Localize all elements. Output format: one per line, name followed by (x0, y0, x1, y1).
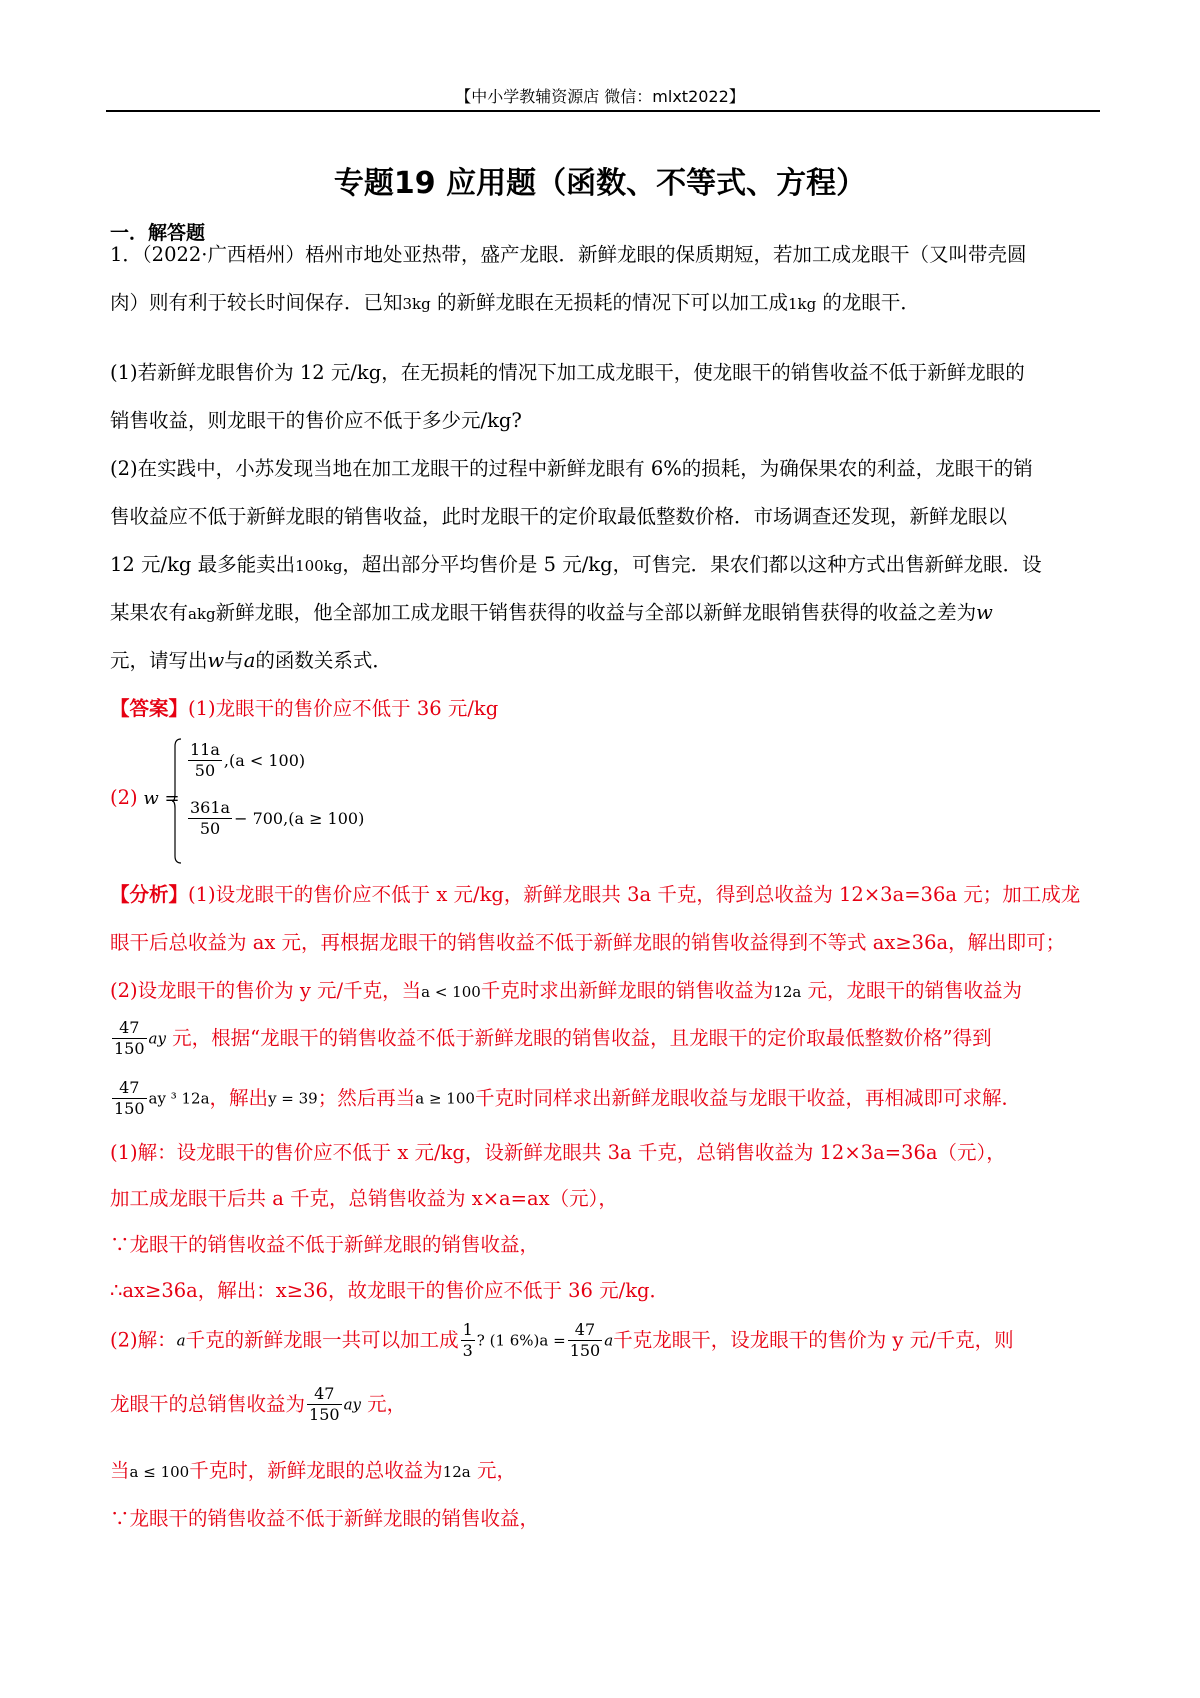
text: 龙眼干的总销售收益为 (110, 1392, 306, 1416)
condition: − 700,(a ≥ 100) (234, 809, 365, 828)
math-ay: ay (343, 1395, 361, 1414)
solution-line-7 (110, 1458, 516, 1485)
piecewise-lhs (110, 786, 180, 809)
question-2-line-2: 售收益应不低于新鲜龙眼的销售收益，此时龙眼干的定价取最低整数价格．市场调查还发现，新鲜龙眼以 (110, 505, 1008, 528)
problem-line-2 (110, 290, 920, 317)
denominator: 150 (569, 1341, 601, 1360)
math-12a: 12a (442, 1463, 471, 1481)
math-a: a (243, 649, 256, 672)
denominator: 150 (114, 1099, 145, 1118)
numerator: 361a (190, 798, 231, 817)
numerator: 47 (568, 1320, 603, 1341)
text: 千克的新鲜龙眼一共可以加工成 (185, 1328, 459, 1352)
piecewise-case-2 (186, 798, 364, 839)
numerator: 47 (112, 1078, 147, 1099)
solution-line-3: ∵龙眼干的销售收益不低于新鲜龙眼的销售收益， (110, 1233, 540, 1256)
denominator: 3 (462, 1341, 473, 1360)
math-a: a (176, 1331, 186, 1350)
math-expression: ? (1 6%)a = (476, 1331, 566, 1350)
solution-line-1: (1)解：设龙眼干的售价应不低于 x 元/kg，设新鲜龙眼共 3a 千克，总销售收益为 12×3a=36a（元）， (110, 1141, 1006, 1164)
answer-line-1 (110, 696, 498, 722)
text: 千克时同样求出新鲜龙眼收益与龙眼干收益，再相减即可求解． (474, 1086, 1021, 1110)
fraction (112, 1078, 147, 1119)
text: ；然后再当 (317, 1086, 416, 1110)
fraction (461, 1320, 475, 1361)
question-1-line-2: 销售收益，则龙眼干的售价应不低于多少元/kg? (110, 409, 522, 432)
solution-line-4: ∴ax≥36a，解出：x≥36，故龙眼干的售价应不低于 36 元/kg． (110, 1279, 670, 1302)
left-brace-icon (172, 738, 182, 864)
math-a: a (604, 1331, 614, 1350)
answer-2-label: (2) (110, 786, 138, 809)
analysis-line-3 (110, 978, 1022, 1005)
text: 12 元/kg 最多能卖出 (110, 553, 296, 576)
answer-2-piecewise (110, 728, 610, 868)
text: (2)设龙眼干的售价为 y 元/千克，当 (110, 979, 422, 1002)
text: 新鲜龙眼，他全部加工成龙眼干销售获得的收益与全部以新鲜龙眼销售获得的收益之差为 (215, 601, 977, 624)
analysis-line-2: 眼干后总收益为 ax 元，再根据龙眼干的销售收益不低于新鲜龙眼的销售收益得到不等式 ax≥36a，解出即可； (110, 931, 1066, 954)
piecewise-case-1 (186, 740, 305, 781)
text: 与 (224, 649, 244, 672)
text: 当 (110, 1459, 130, 1482)
math-12a: 12a (773, 983, 802, 1001)
fraction (568, 1320, 603, 1361)
text: (2)解： (110, 1328, 177, 1352)
page-header: 【中小学教辅资源店 微信：mlxt2022】 (455, 87, 745, 106)
numerator: 47 (112, 1018, 147, 1039)
text: 某果农有 (110, 601, 189, 624)
numerator: 11a (190, 740, 220, 759)
math-w: w (976, 601, 993, 624)
numerator: 1 (462, 1320, 473, 1339)
text: 元， (470, 1459, 516, 1482)
math-a-lt-100: a < 100 (421, 983, 481, 1001)
question-1-line-1: (1)若新鲜龙眼售价为 12 元/kg，在无损耗的情况下加工成龙眼干，使龙眼干的销售收益不低于新鲜龙眼的 (110, 361, 1025, 384)
condition: ,(a < 100) (223, 751, 306, 770)
fraction (307, 1384, 342, 1425)
answer-1: (1)龙眼干的售价应不低于 36 元/kg (188, 697, 499, 720)
denominator: 150 (114, 1039, 145, 1058)
denominator: 150 (309, 1405, 340, 1424)
math-y-eq-39: y = 39 (268, 1089, 318, 1108)
text: 千克时求出新鲜龙眼的销售收益为 (480, 979, 774, 1002)
header-rule (106, 110, 1100, 112)
page-title: 专题19 应用题（函数、不等式、方程） (333, 166, 867, 201)
text: 的函数关系式． (255, 649, 392, 672)
math-3kg: 3kg (402, 295, 431, 313)
math-ay: ay (148, 1029, 166, 1048)
math-akg: akg (188, 605, 216, 623)
answer-label: 【答案】 (110, 697, 189, 720)
question-2-line-4 (110, 600, 993, 627)
equals: = (158, 788, 180, 809)
fraction (188, 740, 222, 781)
text: 元，龙眼干的销售收益为 (801, 979, 1023, 1002)
solution-line-6 (110, 1384, 406, 1425)
denominator: 50 (194, 761, 216, 780)
text: 千克时，新鲜龙眼的总收益为 (189, 1459, 443, 1482)
text: 的龙眼干． (816, 291, 920, 314)
text: 元， (360, 1392, 407, 1416)
question-2-line-3 (110, 552, 1042, 579)
question-2-line-1: (2)在实践中，小苏发现当地在加工龙眼干的过程中新鲜龙眼有 6%的损耗，为确保果农的利益，龙眼干的销 (110, 457, 1033, 480)
solution-line-8: ∵龙眼干的销售收益不低于新鲜龙眼的销售收益， (110, 1507, 540, 1530)
text: (1)设龙眼干的售价应不低于 x 元/kg，新鲜龙眼共 3a 千克，得到总收益为 12×3a=36a 元；加工成龙 (188, 883, 1081, 906)
math-w: w (143, 788, 159, 809)
numerator: 47 (307, 1384, 342, 1405)
math-a-le-100: a ≤ 100 (129, 1463, 190, 1481)
text: ，超出部分平均售价是 5 元/kg，可售完．果农们都以这种方式出售新鲜龙眼．设 (342, 553, 1042, 576)
denominator: 50 (199, 819, 221, 838)
analysis-line-5 (110, 1078, 1021, 1119)
text: 元，根据“龙眼干的销售收益不低于新鲜龙眼的销售收益，且龙眼干的定价取最低整数价格”得到 (165, 1026, 992, 1050)
math-w: w (207, 649, 225, 672)
text: ，解出 (209, 1086, 269, 1110)
analysis-label: 【分析】 (110, 883, 189, 906)
fraction (188, 798, 232, 839)
fraction (112, 1018, 147, 1059)
text: 元，请写出 (110, 649, 208, 672)
text: 肉）则有利于较长时间保存．已知 (110, 291, 403, 314)
math-100kg: 100kg (295, 557, 343, 575)
math-inequality: ay ³ 12a (148, 1089, 210, 1108)
analysis-line-4 (110, 1018, 992, 1059)
math-a-ge-100: a ≥ 100 (415, 1089, 475, 1108)
problem-line-1: 1．（2022·广西梧州）梧州市地处亚热带，盛产龙眼．新鲜龙眼的保质期短，若加工成龙眼干（又叫带壳圆 (110, 243, 1027, 266)
math-1kg: 1kg (787, 295, 817, 313)
text: 的新鲜龙眼在无损耗的情况下可以加工成 (430, 291, 788, 314)
analysis-line-1 (110, 882, 1080, 908)
solution-line-5 (110, 1320, 1014, 1361)
question-2-line-5 (110, 648, 392, 674)
solution-line-2: 加工成龙眼干后共 a 千克，总销售收益为 x×a=ax（元）， (110, 1187, 618, 1210)
section-heading: 一．解答题 (110, 222, 206, 244)
text: 千克龙眼干，设龙眼干的售价为 y 元/千克，则 (613, 1328, 1014, 1352)
